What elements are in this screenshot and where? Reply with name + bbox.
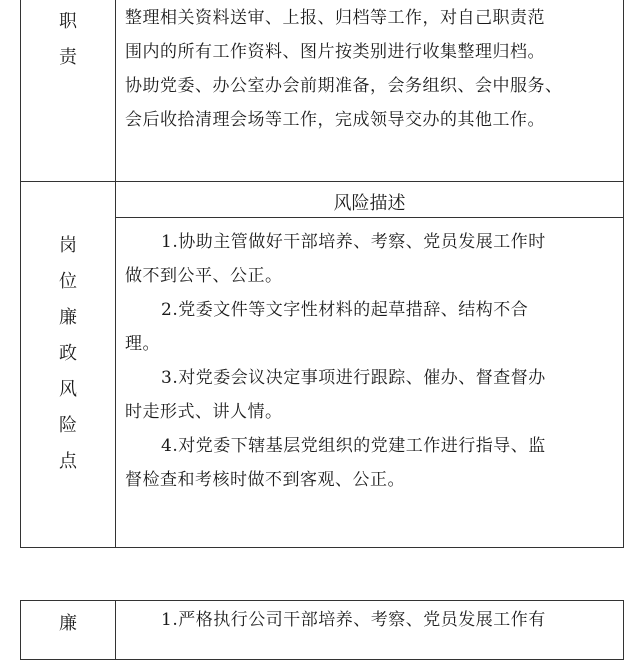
- prevention-measures: [125, 603, 617, 637]
- risk-label-char: 位: [59, 271, 77, 292]
- risk-item-line: 督检查和考核时做不到客观、公正。: [125, 470, 405, 490]
- risk-item-line: 时走形式、讲人情。: [125, 402, 283, 422]
- risk-label-char: 风: [59, 379, 77, 400]
- prevention-label-char: 廉: [59, 613, 77, 634]
- risk-label-char: 政: [59, 343, 77, 364]
- label-column-divider: [115, 0, 116, 547]
- prevention-table: [20, 600, 624, 660]
- risk-label-char: 险: [59, 415, 77, 436]
- risk-label-char: 岗: [59, 235, 77, 256]
- duty-label-char: 职: [59, 11, 77, 32]
- duty-line: 围内的所有工作资料、图片按类别进行收集整理归档。: [125, 42, 545, 62]
- duty-line: 协助党委、办公室办会前期准备，会务组织、会中服务、: [125, 76, 563, 96]
- risk-label-char: 廉: [59, 307, 77, 328]
- risk-item-line: 4.对党委下辖基层党组织的党建工作进行指导、监: [161, 436, 546, 456]
- duty-risk-table: [20, 0, 624, 548]
- duty-line: 整理相关资料送审、上报、归档等工作，对自己职责范: [125, 8, 545, 28]
- risk-item-line: 1.协助主管做好干部培养、考察、党员发展工作时: [161, 232, 546, 252]
- risk-items: [125, 225, 617, 497]
- risk-item-line: 2.党委文件等文字性材料的起草措辞、结构不合: [161, 300, 529, 320]
- label-column-divider: [115, 601, 116, 659]
- risk-description-header: 风险描述: [333, 193, 406, 214]
- duty-description: [125, 1, 617, 137]
- risk-item-line: 做不到公平、公正。: [125, 266, 283, 286]
- risk-item-line: 3.对党委会议决定事项进行跟踪、催办、督查督办: [161, 368, 546, 388]
- risk-header-divider: [116, 217, 623, 218]
- risk-label-char: 点: [59, 451, 77, 472]
- measure-line: 1.严格执行公司干部培养、考察、党员发展工作有: [161, 610, 546, 630]
- risk-item-line: 理。: [125, 334, 160, 354]
- section-divider: [21, 181, 623, 182]
- duty-line: 会后收拾清理会场等工作，完成领导交办的其他工作。: [125, 110, 545, 130]
- duty-label-char: 责: [59, 47, 77, 68]
